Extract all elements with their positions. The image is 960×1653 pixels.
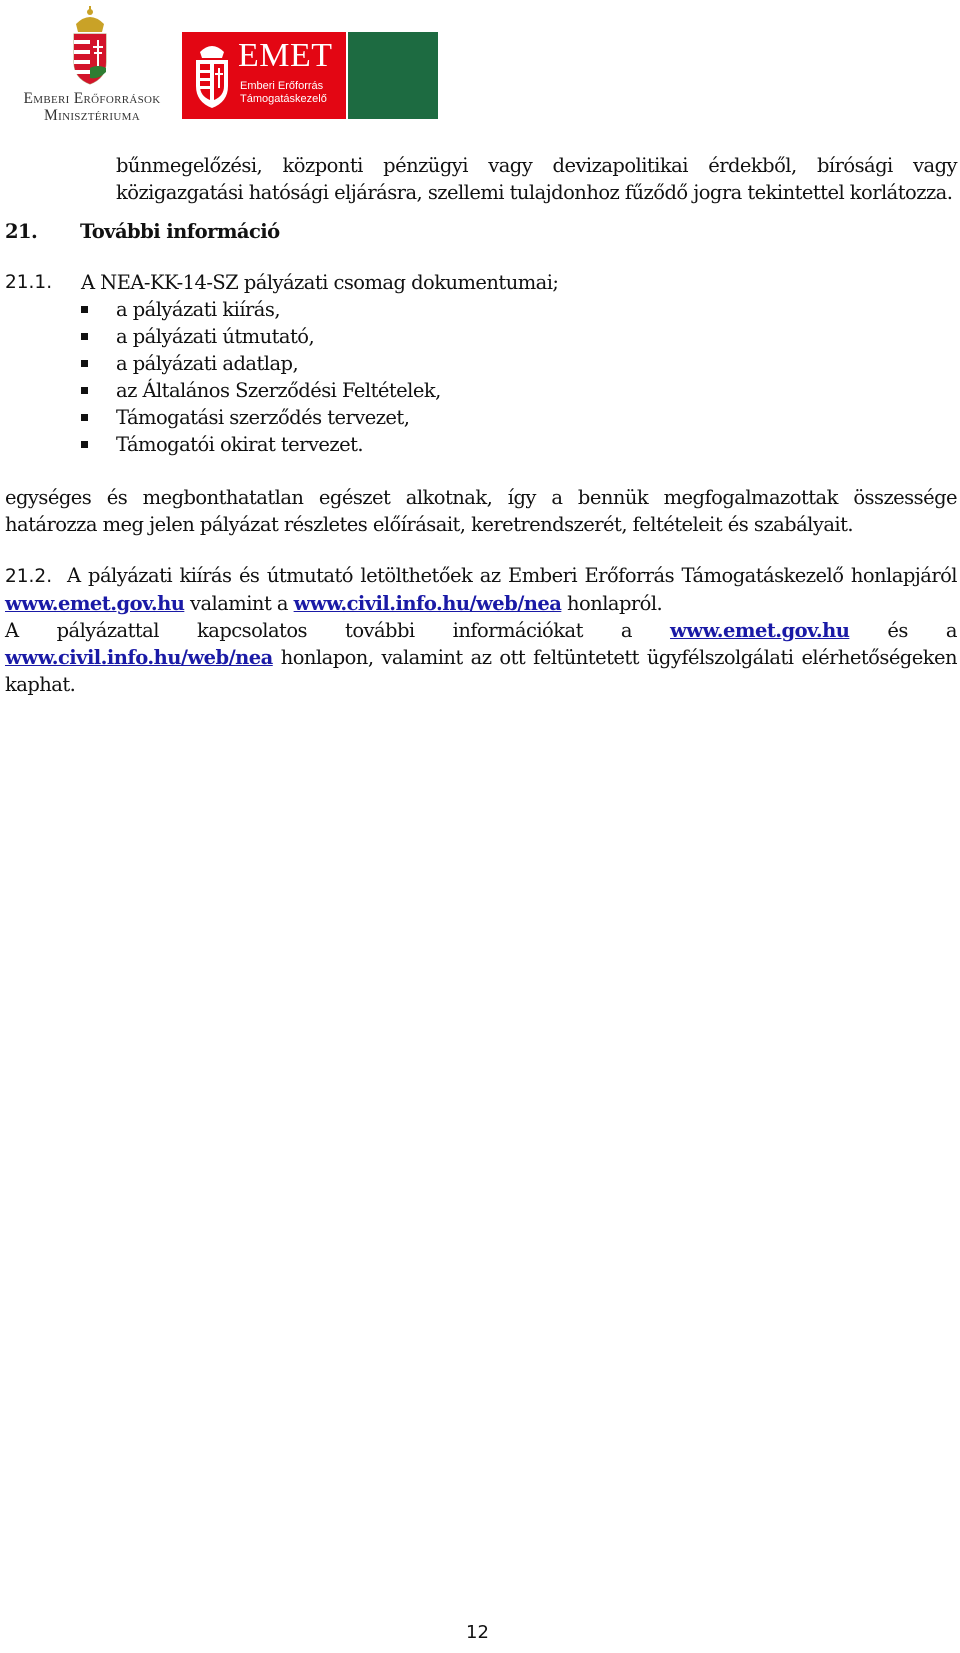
- civil-info-link[interactable]: www.civil.info.hu/web/nea: [293, 592, 562, 615]
- square-bullet-icon: [81, 333, 88, 340]
- page-number: 12: [466, 1622, 489, 1643]
- emet-subtitle-line1: Emberi Erőforrás: [240, 80, 324, 92]
- document-list: [5, 296, 957, 458]
- section-number: 21.: [5, 220, 38, 243]
- emet-title: EMET: [238, 37, 333, 74]
- emet-website-link[interactable]: www.emet.gov.hu: [670, 619, 850, 642]
- square-bullet-icon: [81, 414, 88, 421]
- civil-info-link[interactable]: www.civil.info.hu/web/nea: [5, 646, 273, 669]
- emet-crest-icon: [192, 40, 232, 110]
- emet-subtitle-line2: Támogatáskezelő: [240, 93, 327, 105]
- ministry-name-line1: Emberi Erőforrások: [23, 90, 161, 107]
- page-header: [0, 0, 960, 125]
- intro-paragraph: bűnmegelőzési, központi pénzügyi vagy devizapolitikai érdekből, bírósági vagy közigazgatási hatósági eljárásra, szellemi tulajdonhoz fűződő jogra tekintettel korlátozza.: [116, 154, 957, 204]
- square-bullet-icon: [81, 441, 88, 448]
- subsection-21-1: [5, 269, 957, 296]
- subsection-text: A pályázati kiírás és útmutató letölthetőek az Emberi Erőforrás Támogatáskezelő honlapjáról: [67, 564, 957, 587]
- subsection-number: 21.1.: [5, 272, 53, 293]
- ministry-logo: [6, 6, 174, 124]
- subsection-number: 21.2.: [5, 566, 53, 587]
- summary-paragraph: egységes és megbonthatatlan egészet alkotnak, így a bennük megfogalmazottak összessége határozza meg jelen pályázat részletes előírásait, keretrendszerét, feltételeit és szabályait.: [5, 486, 957, 536]
- list-item: a pályázati útmutató,: [5, 323, 957, 350]
- emet-website-link[interactable]: www.emet.gov.hu: [5, 592, 185, 615]
- list-item: a pályázati kiírás,: [5, 296, 957, 323]
- emet-green-block: [348, 32, 438, 119]
- square-bullet-icon: [81, 387, 88, 394]
- subsection-text: A NEA-KK-14-SZ pályázati csomag dokumentumai;: [81, 271, 559, 294]
- ministry-name-line2: Minisztériuma: [44, 107, 140, 124]
- section-heading: [5, 218, 957, 245]
- emet-logo: [182, 32, 346, 119]
- document-body: [5, 152, 957, 698]
- square-bullet-icon: [81, 306, 88, 313]
- list-item: az Általános Szerződési Feltételek,: [5, 377, 957, 404]
- list-item: Támogatói okirat tervezet.: [5, 431, 957, 458]
- section-title: További információ: [80, 220, 280, 243]
- list-item: a pályázati adatlap,: [5, 350, 957, 377]
- subsection-21-2: 21.2. A pályázati kiírás és útmutató letölthetőek az Emberi Erőforrás Támogatáskezelő honlapjáról www.emet.gov.hu valamint a www.civil.info.hu/web/nea honlapról.: [5, 564, 957, 615]
- more-info-paragraph: A pályázattal kapcsolatos további információkat a www.emet.gov.hu és a www.civil.info.hu/web/nea honlapon, valamint az ott feltüntetett ügyfélszolgálati elérhetőségeken kaphat.: [5, 619, 957, 696]
- list-item: Támogatási szerződés tervezet,: [5, 404, 957, 431]
- hungarian-crest-icon: [68, 6, 112, 86]
- square-bullet-icon: [81, 360, 88, 367]
